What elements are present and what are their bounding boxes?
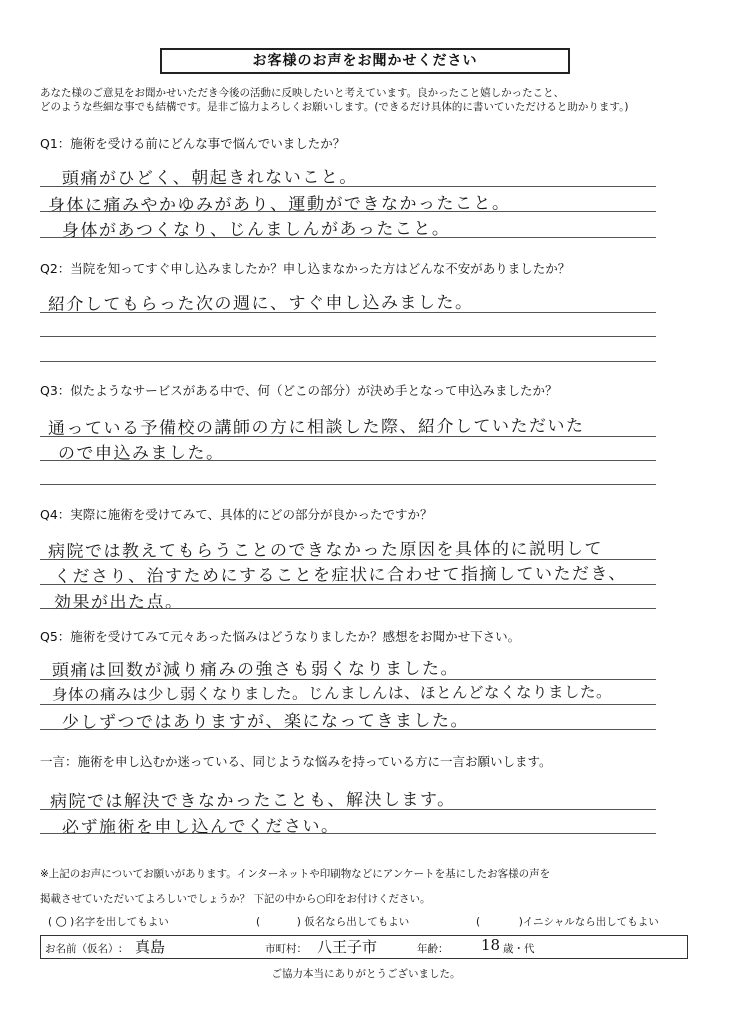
answer-q1-line-2: 身体に痛みやかゆみがあり、運動ができなかったこと。 [47,193,511,216]
answer-rule [40,436,656,437]
circle-mark: ○ [55,914,67,929]
option-pseudonym[interactable] [256,914,409,929]
option-label: )名字を出してもよい [70,916,169,928]
answer-rule [40,484,656,485]
answer-rule [40,237,656,238]
answer-rule [40,608,656,609]
option-label: )イニシャルなら出してもよい [518,916,659,928]
answer-rule [40,704,656,705]
answer-rule [40,211,656,212]
age-suffix: 歳・代 [503,943,535,955]
answer-comment-line-1: 病院では解決できなかったことも、解決します。 [49,789,456,812]
answer-rule [40,312,656,313]
question-q2: Q2：当院を知ってすぐ申し込みましたか？申し込まなかった方はどんな不安がありましたか？ [40,261,571,276]
question-q1: Q1：施術を受ける前にどんな事で悩んでいましたか？ [40,136,346,151]
answer-q4-line-1: 病院では教えてもらうことのできなかった原因を具体的に説明して [47,539,604,562]
question-q3: Q3：似たようなサービスがある中で、何（どこの部分）が決め手となって申込みましたか？ [40,383,558,398]
notice-line-1: ※上記のお声についてお願いがあります。インターネットや印刷物などにアンケートを基にしたお客様の声を [40,868,551,880]
publication-options [40,914,690,932]
answer-rule [40,729,656,730]
answer-q5-line-2: 身体の痛みは少し弱くなりました。じんましんは、ほとんどなくなりました。 [51,683,613,704]
answer-q3-line-2: ので申込みました。 [57,443,225,464]
name-label: お名前（仮名）: [45,943,123,955]
age-value: 18 [481,936,501,954]
option-initials[interactable] [476,914,659,929]
city-label: 市町村： [265,943,307,955]
city-value: 八王子市 [317,938,378,956]
option-open-paren: ( [476,916,481,928]
intro-line-2: どのような些細な事でも結構です。是非ご協力よろしくお願いします。(できるだけ具体的に書いていただけると助かります。) [40,101,629,113]
answer-comment-line-2: 必ず施術を申し込んでください。 [61,816,340,838]
intro-line-1: あなた様のご意見をお聞かせいただき今後の活動に反映したいと考えています。良かったこと嬉しかったこと、 [40,87,565,99]
question-q4: Q4：実際に施術を受けてみて、具体的にどの部分が良かったですか？ [40,507,433,522]
age-label: 年齢： [417,943,449,955]
closing-message: ご協力本当にありがとうございました。 [271,968,461,980]
answer-rule [40,361,656,362]
question-comment: 一言：施術を申し込むか迷っている、同じような悩みを持っている方に一言お願いします。 [40,754,552,769]
form-title: お客様のお声をお聞かせください [160,48,570,74]
answer-q2-line-1: 紹介してもらった次の週に、すぐ申し込みました。 [47,292,474,315]
answer-rule [40,186,656,187]
answer-rule [40,460,656,461]
respondent-info-row [40,935,688,959]
answer-q5-line-3: 少しずつではありますが、楽になってきました。 [61,710,470,733]
answer-q1-line-1: 頭痛がひどく、朝起きれないこと。 [61,167,358,189]
answer-rule [40,584,656,585]
option-label: ) 仮名なら出してもよい [296,916,410,928]
answer-q4-line-3: 効果が出た点。 [53,592,184,613]
answer-rule [40,833,656,834]
option-open-paren: ( [256,916,261,928]
notice-line-2: 掲載させていただいてよろしいでしょうか？ 下記の中から○印をお付けください。 [40,893,431,905]
answer-q4-line-2: くださり、治すためにすることを症状に合わせて指摘していただき、 [53,564,627,587]
option-surname[interactable] [48,914,169,929]
option-open-paren: ( [48,916,53,928]
answer-q3-line-1: 通っている予備校の講師の方に相談した際、紹介していただいた [47,416,585,439]
answer-rule [40,336,656,337]
answer-rule [40,809,656,810]
name-value: 真島 [135,938,166,956]
answer-q5-line-1: 頭痛は回数が減り痛みの強さも弱くなりました。 [51,658,460,681]
question-q5: Q5：施術を受けてみて元々あった悩みはどうなりましたか？感想をお聞かせ下さい。 [40,629,521,644]
answer-q1-line-3: 身体があつくなり、じんましんがあったこと。 [61,218,451,241]
